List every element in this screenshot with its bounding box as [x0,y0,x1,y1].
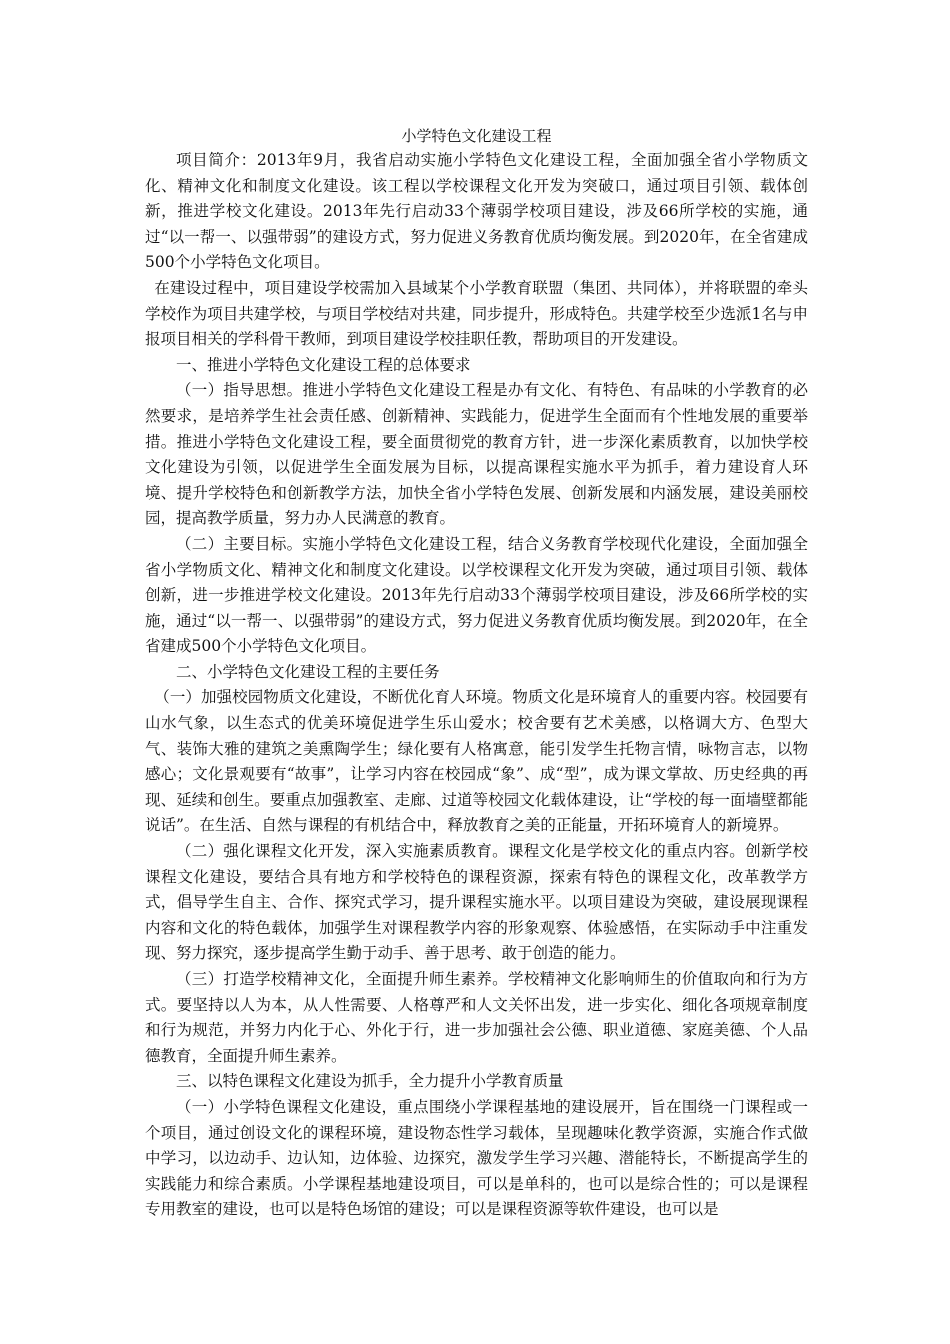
section-heading-3: 三、以特色课程文化建设为抓手，全力提升小学教育质量 [176,1072,564,1091]
paragraph-main-goal: （二）主要目标。实施小学特色文化建设工程，结合义务教育学校现代化建设，全面加强全省小学物质文化、精神文化和制度文化建设。以学校课程文化开发为突破，通过项目引领、载体创新，进一步推进学校文化建设。2013年先行启动33个薄弱学校项目建设，涉及66所学校的实施，通过“以一帮一、以强带弱”的建设方式，努力促进义务教育优质均衡发展。到2020年，在全省建成500个小学特色文化项目。 [145,534,808,656]
section-heading-2: 二、小学特色文化建设工程的主要任务 [176,662,440,681]
paragraph-guiding-thought: （一）指导思想。推进小学特色文化建设工程是办有文化、有特色、有品味的小学教育的必然要求，是培养学生社会责任感、创新精神、实践能力，促进学生全面而有个性地发展的重要举措。推进小学特色文化建设工程，要全面贯彻党的教育方针，进一步深化素质教育，以加快学校文化建设为引领，以促进学生全面发展为目标，以提高课程实施水平为抓手，着力建设育人环境、提升学校特色和创新教学方法，加快全省小学特色发展、创新发展和内涵发展，建设美丽校园，提高教学质量，努力办人民满意的教育。 [145,381,808,528]
paragraph-curriculum-base: （一）小学特色课程文化建设，重点围绕小学课程基地的建设展开，旨在围绕一门课程或一个项目，通过创设文化的课程环境，建设物态性学习载体，呈现趣味化教学资源，实施合作式做中学习，以边动手、边认知，边体验、边探究，激发学生学习兴趣、潜能特长，不断提高学生的实践能力和综合素质。小学课程基地建设项目，可以是单科的，也可以是综合性的；可以是课程专用教室的建设，也可以是特色场馆的建设；可以是课程资源等软件建设，也可以是 [145,1097,808,1219]
document-title: 小学特色文化建设工程 [401,127,552,145]
section-heading-1: 一、推进小学特色文化建设工程的总体要求 [176,355,471,374]
paragraph-process: 在建设过程中，项目建设学校需加入县域某个小学教育联盟（集团、共同体），并将联盟的牵头学校作为项目共建学校，与项目学校结对共建，同步提升，形成特色。共建学校至少选派1名与申报项目相关的学科骨干教师，到项目建设学校挂职任教，帮助项目的开发建设。 [145,278,808,349]
paragraph-intro: 项目简介：2013年9月，我省启动实施小学特色文化建设工程，全面加强全省小学物质文化、精神文化和制度文化建设。该工程以学校课程文化开发为突破口，通过项目引领、载体创新，推进学校文化建设。2013年先行启动33个薄弱学校项目建设，涉及66所学校的实施，通过“以一帮一、以强带弱”的建设方式，努力促进义务教育优质均衡发展。到2020年，在全省建成500个小学特色文化项目。 [145,151,808,272]
paragraph-physical-culture: （一）加强校园物质文化建设，不断优化育人环境。物质文化是环境育人的重要内容。校园要有山水气象，以生态式的优美环境促进学生乐山爱水；校舍要有艺术美感，以格调大方、色型大气、装饰大雅的建筑之美熏陶学生；绿化要有人格寓意，能引发学生托物言情，咏物言志，以物感心；文化景观要有“故事”，让学习内容在校园成“象”、成“型”，成为课文掌故、历史经典的再现、延续和创生。要重点加强教室、走廊、过道等校园文化载体建设，让“学校的每一面墙壁都能说话”。在生活、自然与课程的有机结合中，释放教育之美的正能量，开拓环境育人的新境界。 [145,688,808,835]
paragraph-spiritual-culture: （三）打造学校精神文化，全面提升师生素养。学校精神文化影响师生的价值取向和行为方式。要坚持以人为本，从人性需要、人格尊严和人文关怀出发，进一步实化、细化各项规章制度和行为规范，并努力内化于心、外化于行，进一步加强社会公德、职业道德、家庭美德、个人品德教育，全面提升师生素养。 [145,970,808,1065]
paragraph-curriculum-culture: （二）强化课程文化开发，深入实施素质教育。课程文化是学校文化的重点内容。创新学校课程文化建设，要结合具有地方和学校特色的课程资源，探索有特色的课程文化，改革教学方式，倡导学生自主、合作、探究式学习，提升课程实施水平。以项目建设为突破，建设展现课程内容和文化的特色载体，加强学生对课程教学内容的形象观察、体验感悟，在实际动手中注重发现、努力探究，逐步提高学生勤于动手、善于思考、敢于创造的能力。 [145,842,808,963]
